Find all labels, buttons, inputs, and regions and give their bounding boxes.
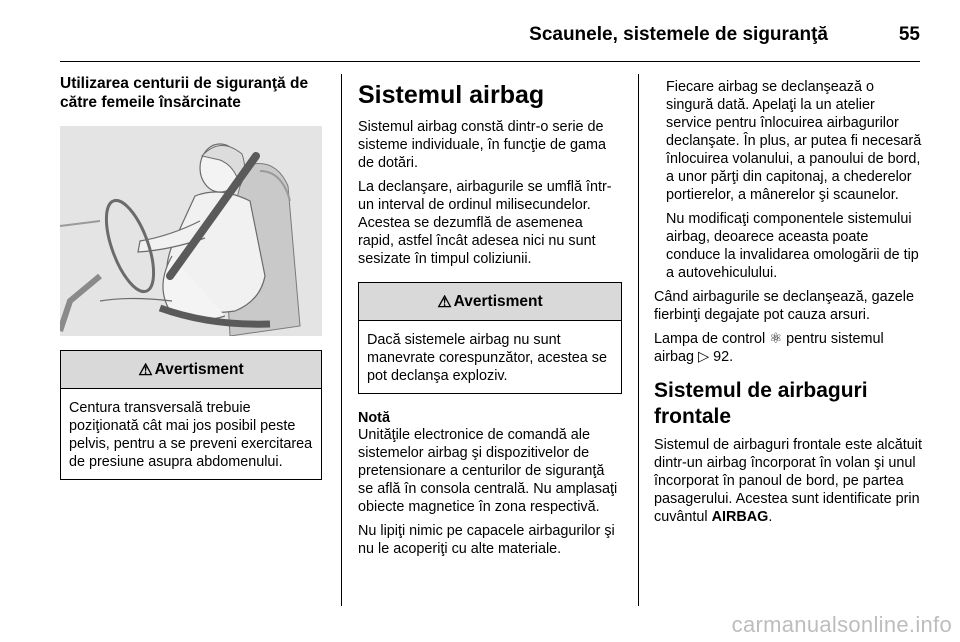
paragraph: Fiecare airbag se declanşează o singură dată. Apelaţi la un atelier service pentru înlocuirea airbagurilor declanşate. În plus, ar putea fi necesară înlocuirea volanului, a panoului de bord, a unor părţi din capitonaj, a chederelor portierelor, a mânerelor şi scaunelor.: [666, 79, 922, 203]
watermark: carmanualsonline.info: [731, 612, 952, 637]
paragraph-control-lamp: [654, 330, 924, 366]
text: Sistemul de airbaguri frontale este alcătuit dintr-un airbag încorporat în volan şi unul încorporat în panoul de bord, pe partea pasagerului. Acestea sunt identificate prin cuvântul: [654, 437, 922, 525]
page-number: 55: [898, 24, 920, 45]
paragraph: [654, 436, 924, 526]
warning-text: Centura transversală trebuie poziţionată cât mai jos posibil peste pelvis, pentru a se preveni exercitarea de presiune asupra abdomenului.: [69, 400, 313, 470]
text: pentru sistemul airbag: [654, 331, 884, 365]
paragraph: Când airbagurile se declanşează, gazele fierbinţi degajate pot cauza arsuri.: [654, 289, 915, 323]
text: Lampa de control: [654, 331, 770, 347]
column-divider: [341, 74, 342, 606]
note-title: Notă: [358, 410, 390, 426]
column-2: [358, 80, 622, 564]
note-paragraph: Nu lipiţi nimic pe capacele airbagurilor şi nu le acoperiţi cu alte materiale.: [358, 523, 615, 557]
header-title: Scaunele, sistemele de siguranţă: [529, 24, 828, 45]
warning-body: [359, 321, 621, 393]
warning-title: Avertisment: [154, 360, 244, 378]
paragraph: Nu modificaţi componentele sistemului airbag, deoarece aceasta poate conduce la invalidarea omologării de tip a autovehiculului.: [666, 211, 919, 281]
warning-header: [359, 283, 621, 321]
note-paragraph: Unităţile electronice de comandă ale sistemelor airbag şi dispozitivelor de pretensionare a centurilor de siguranţă se află în consola centrală. Nu amplasaţi obiecte magnetice în zona respectivă.: [358, 427, 618, 515]
paragraph: La declanşare, airbagurile se umflă într-un interval de ordinul milisecundelor. Acestea se dezumflă de asemenea rapid, astfel încât adesea nici nu sunt sesizate în timpul coliziunii.: [358, 179, 612, 267]
warning-box-2: [358, 282, 622, 394]
airbag-label: AIRBAG: [711, 509, 769, 525]
column-3: [654, 78, 924, 532]
section-heading-airbag-system: Sistemul airbag: [358, 81, 545, 109]
text: .: [768, 509, 773, 525]
warning-title: Avertisment: [453, 292, 543, 310]
section-heading-pregnant-belt: Utilizarea centurii de siguranţă de către femeile însărcinate: [60, 75, 309, 111]
page-reference-arrow-icon: ▷: [698, 349, 714, 365]
section-heading-front-airbags: Sistemul de airbaguri frontale: [654, 379, 868, 428]
paragraph: Sistemul airbag constă dintr-o serie de sisteme individuale, în funcţie de gama de dotări.: [358, 119, 606, 171]
illustration-svg: [60, 126, 322, 336]
airbag-control-lamp-icon: ⚛: [769, 331, 783, 347]
warning-text: Dacă sistemele airbag nu sunt manevrate corespunzător, acestea se pot declanşa exploziv.: [367, 332, 607, 384]
page-reference[interactable]: 92.: [713, 349, 734, 365]
warning-triangle-icon: ⚠: [437, 293, 452, 311]
warning-triangle-icon: ⚠: [138, 361, 153, 379]
warning-body: [61, 389, 321, 479]
column-divider: [638, 74, 639, 606]
warning-header: [61, 351, 321, 389]
column-1: [60, 74, 322, 480]
illustration-pregnant-woman-seatbelt: [60, 126, 322, 336]
page-header: [60, 14, 920, 62]
warning-box-1: [60, 350, 322, 480]
